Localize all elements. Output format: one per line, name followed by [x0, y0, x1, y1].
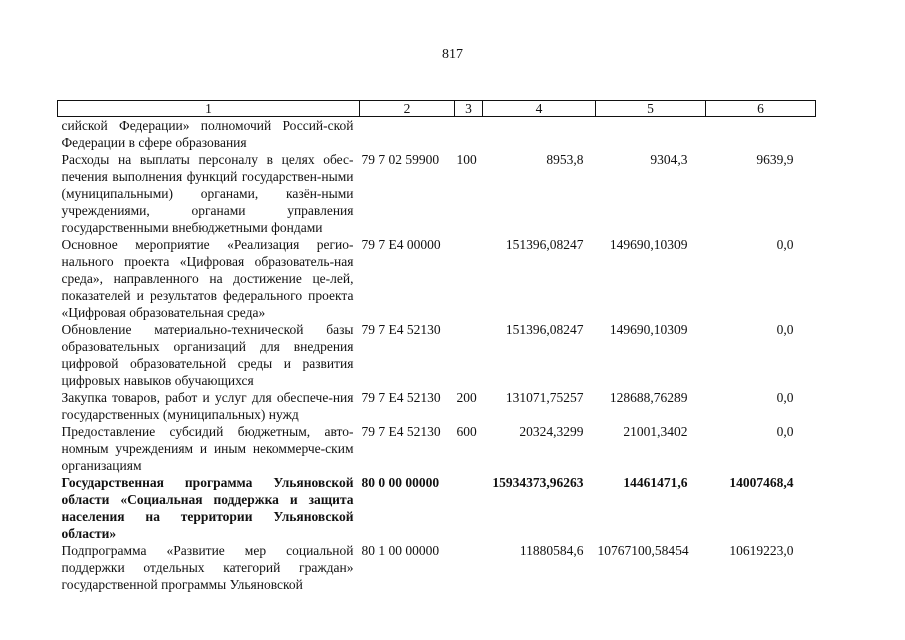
column-header-3: 3: [455, 101, 483, 117]
row-value-1: 11880584,6: [519, 543, 584, 558]
row-value-3: 0,0: [776, 237, 794, 252]
table-row: [58, 474, 816, 542]
table-row: [58, 236, 816, 321]
row-expense-type: 600: [456, 424, 477, 439]
column-header-4: 4: [483, 101, 596, 117]
row-value-2: 10767100,58454: [597, 543, 689, 558]
row-value-1: 151396,08247: [505, 237, 584, 252]
row-value-3: 0,0: [776, 322, 794, 337]
row-expense-type: 100: [456, 152, 477, 167]
row-description: Подпрограмма «Развитие мер социальной поддержки отдельных категорий граждан» государственной программы Ульяновской: [61, 543, 354, 592]
row-code: 79 7 E4 52130: [361, 390, 441, 405]
row-code: 79 7 E4 52130: [361, 424, 441, 439]
row-description: Основное мероприятие «Реализация регио-нального проекта «Цифровая образователь-ная среда», направленного на достижение це-лей, показателей и результатов федерального проекта «Цифровая образовательная среда»: [61, 237, 354, 320]
column-header-2: 2: [360, 101, 455, 117]
row-value-2: 21001,3402: [623, 424, 688, 439]
row-expense-type: 200: [456, 390, 477, 405]
table-row: [58, 151, 816, 236]
row-expense-type: [455, 542, 483, 593]
row-value-2: 14461471,6: [623, 475, 688, 490]
table-row: [58, 321, 816, 389]
row-description: сийской Федерации» полномочий Россий-ской Федерации в сфере образования: [61, 118, 354, 150]
row-value-1: 8953,8: [546, 152, 584, 167]
row-description: Государственная программа Ульяновской области «Социальная поддержка и защита населения на территории Ульяновской области»: [61, 475, 354, 541]
row-code: 79 7 E4 52130: [361, 322, 441, 337]
row-expense-type: [455, 321, 483, 389]
row-value-2: [596, 117, 706, 152]
row-value-3: 9639,9: [756, 152, 794, 167]
row-value-2: 9304,3: [650, 152, 688, 167]
page-number: 817: [442, 47, 463, 62]
row-value-2: 149690,10309: [609, 237, 688, 252]
row-value-1: 20324,3299: [519, 424, 584, 439]
row-value-3: 10619223,0: [729, 543, 794, 558]
row-code: 80 0 00 00000: [361, 475, 440, 490]
row-expense-type: [455, 236, 483, 321]
row-value-3: 0,0: [776, 390, 794, 405]
row-value-1: 15934373,96263: [492, 475, 584, 490]
row-description: Закупка товаров, работ и услуг для обеспече-ния государственных (муниципальных) нужд: [61, 390, 354, 422]
table-row: [58, 117, 816, 152]
row-value-2: 149690,10309: [609, 322, 688, 337]
row-value-3: 14007468,4: [729, 475, 794, 490]
budget-table: [57, 100, 816, 593]
row-code: [360, 117, 455, 152]
row-code: 79 7 E4 00000: [361, 237, 441, 252]
row-value-1: 151396,08247: [505, 322, 584, 337]
row-code: 80 1 00 00000: [361, 543, 440, 558]
column-header-6: 6: [706, 101, 816, 117]
row-value-3: 0,0: [776, 424, 794, 439]
row-value-2: 128688,76289: [609, 390, 688, 405]
row-expense-type: [455, 474, 483, 542]
column-header-5: 5: [596, 101, 706, 117]
table-row: [58, 542, 816, 593]
row-value-3: [706, 117, 816, 152]
table-row: [58, 389, 816, 423]
row-description: Предоставление субсидий бюджетным, авто-номным учреждениям и иным некоммерче-ским организациям: [61, 424, 354, 473]
row-expense-type: [455, 117, 483, 152]
row-code: 79 7 02 59900: [361, 152, 440, 167]
row-description: Обновление материально-технической базы образовательных организаций для внедрения цифровой образовательной среды и развития цифровых навыков обучающихся: [61, 322, 354, 388]
row-description: Расходы на выплаты персоналу в целях обес-печения выполнения функций государствен-ными (муниципальными) органами, казён-ными учреждениями, органами управления государственными внебюджетными фондами: [61, 152, 354, 235]
row-value-1: 131071,75257: [505, 390, 584, 405]
table-header-row: [58, 101, 816, 117]
table-row: [58, 423, 816, 474]
column-header-1: 1: [58, 101, 360, 117]
row-value-1: [483, 117, 596, 152]
